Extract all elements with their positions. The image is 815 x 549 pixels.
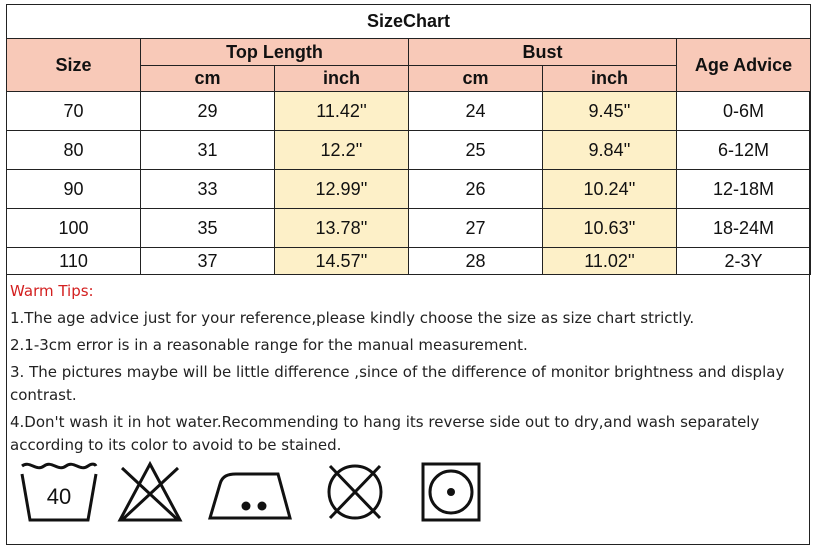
cell-bust-inch: 10.63'' xyxy=(543,209,677,248)
cell-top-inch: 13.78'' xyxy=(275,209,409,248)
cell-size: 100 xyxy=(7,209,141,248)
warm-tips xyxy=(10,280,805,461)
table-row xyxy=(7,209,811,248)
cell-size: 80 xyxy=(7,131,141,170)
table-row xyxy=(7,170,811,209)
care-icons xyxy=(10,458,530,538)
cell-top-inch: 12.2'' xyxy=(275,131,409,170)
cell-age: 12-18M xyxy=(677,170,811,209)
chart-title: SizeChart xyxy=(7,5,811,39)
tumble-dry-icon xyxy=(418,458,484,524)
header-age-advice: Age Advice xyxy=(677,39,811,92)
cell-top-cm: 31 xyxy=(141,131,275,170)
table-row xyxy=(7,131,811,170)
cell-top-cm: 33 xyxy=(141,170,275,209)
warm-tips-heading: Warm Tips: xyxy=(10,282,94,300)
table-row xyxy=(7,92,811,131)
table-row xyxy=(7,248,811,275)
header-top-length: Top Length xyxy=(141,39,409,66)
tip-item: 3. The pictures maybe will be little difference ,since of the difference of monitor brightness and display contrast. xyxy=(10,363,785,404)
cell-size: 90 xyxy=(7,170,141,209)
iron-medium-icon xyxy=(206,458,298,524)
header-bust-cm: cm xyxy=(409,66,543,92)
cell-age: 2-3Y xyxy=(677,248,811,275)
cell-age: 0-6M xyxy=(677,92,811,131)
cell-size: 70 xyxy=(7,92,141,131)
cell-bust-cm: 27 xyxy=(409,209,543,248)
header-top-cm: cm xyxy=(141,66,275,92)
no-dry-clean-icon xyxy=(322,458,388,524)
cell-bust-inch: 11.02'' xyxy=(543,248,677,275)
cell-top-inch: 12.99'' xyxy=(275,170,409,209)
cell-top-cm: 29 xyxy=(141,92,275,131)
no-bleach-icon xyxy=(116,458,184,524)
cell-bust-cm: 25 xyxy=(409,131,543,170)
header-bust-inch: inch xyxy=(543,66,677,92)
cell-top-cm: 35 xyxy=(141,209,275,248)
cell-age: 18-24M xyxy=(677,209,811,248)
cell-top-inch: 14.57'' xyxy=(275,248,409,275)
cell-age: 6-12M xyxy=(677,131,811,170)
header-bust: Bust xyxy=(409,39,677,66)
header-top-inch: inch xyxy=(275,66,409,92)
cell-size: 110 xyxy=(7,248,141,275)
tip-item: 4.Don't wash it in hot water.Recommending to hang its reverse side out to dry,and wash separately according to its color to avoid to be stained. xyxy=(10,413,760,454)
cell-bust-cm: 28 xyxy=(409,248,543,275)
wash-40-icon xyxy=(18,458,100,524)
cell-bust-inch: 10.24'' xyxy=(543,170,677,209)
header-size: Size xyxy=(7,39,141,92)
tip-item: 2.1-3cm error is in a reasonable range for the manual measurement. xyxy=(10,336,528,354)
cell-top-inch: 11.42'' xyxy=(275,92,409,131)
wash-temp-label: 40 xyxy=(46,484,72,509)
tip-item: 1.The age advice just for your reference,please kindly choose the size as size chart strictly. xyxy=(10,309,695,327)
cell-bust-inch: 9.84'' xyxy=(543,131,677,170)
cell-bust-cm: 24 xyxy=(409,92,543,131)
size-chart-table xyxy=(6,4,811,275)
cell-bust-inch: 9.45'' xyxy=(543,92,677,131)
cell-bust-cm: 26 xyxy=(409,170,543,209)
cell-top-cm: 37 xyxy=(141,248,275,275)
